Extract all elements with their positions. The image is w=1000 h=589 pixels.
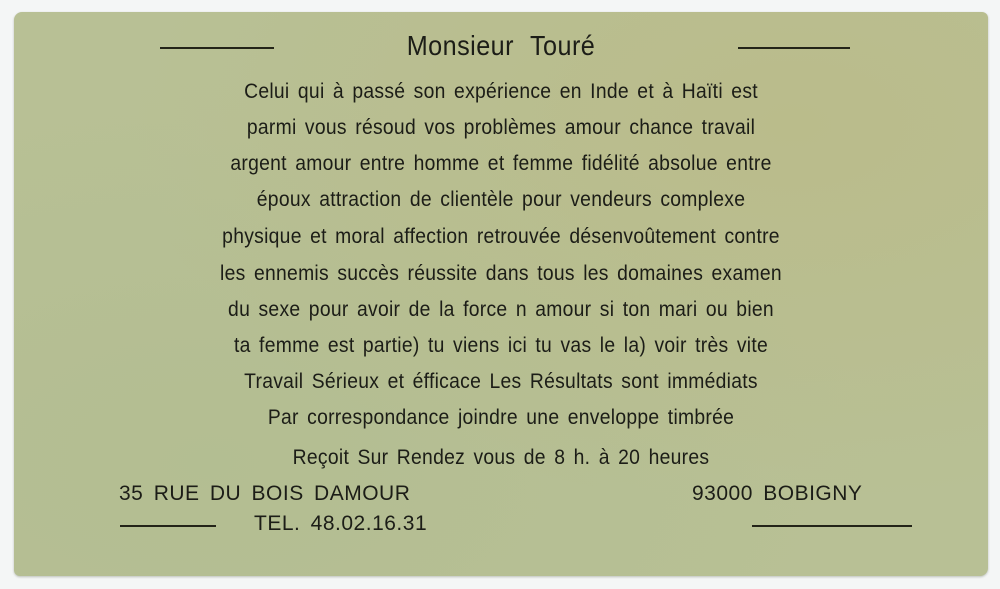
business-card — [14, 12, 988, 576]
body-line: du sexe pour avoir de la force n amour si ton mari ou bien — [228, 298, 774, 321]
phone-rule-right — [752, 525, 912, 527]
body-line: Travail Sérieux et éfficace Les Résultats sont immédiats — [244, 370, 758, 393]
body-line: ta femme est partie) tu viens ici tu vas le la) voir très vite — [233, 334, 769, 357]
phone-number: TEL. 48.02.16.31 — [254, 512, 428, 535]
body-line: parmi vous résoud vos problèmes amour chance travail — [246, 116, 756, 139]
body-line: argent amour entre homme et femme fidélité absolue entre — [230, 152, 772, 175]
body-line: époux attraction de clientèle pour vendeurs complexe — [256, 188, 746, 211]
hours-line: Reçoit Sur Rendez vous de 8 h. à 20 heures — [292, 446, 710, 469]
body-line: Celui qui à passé son expérience en Inde et à Haïti est — [244, 80, 758, 103]
phone-rule-left — [120, 525, 216, 527]
card-title: Monsieur Touré — [406, 30, 596, 61]
title-rule-right — [738, 47, 850, 49]
city-postcode: 93000 BOBIGNY — [692, 482, 863, 505]
body-line: physique et moral affection retrouvée désenvoûtement contre — [222, 225, 780, 248]
body-line: les ennemis succès réussite dans tous les domaines examen — [220, 262, 782, 285]
body-line: Par correspondance joindre une enveloppe timbrée — [267, 406, 735, 429]
street-address: 35 RUE DU BOIS DAMOUR — [119, 482, 411, 505]
